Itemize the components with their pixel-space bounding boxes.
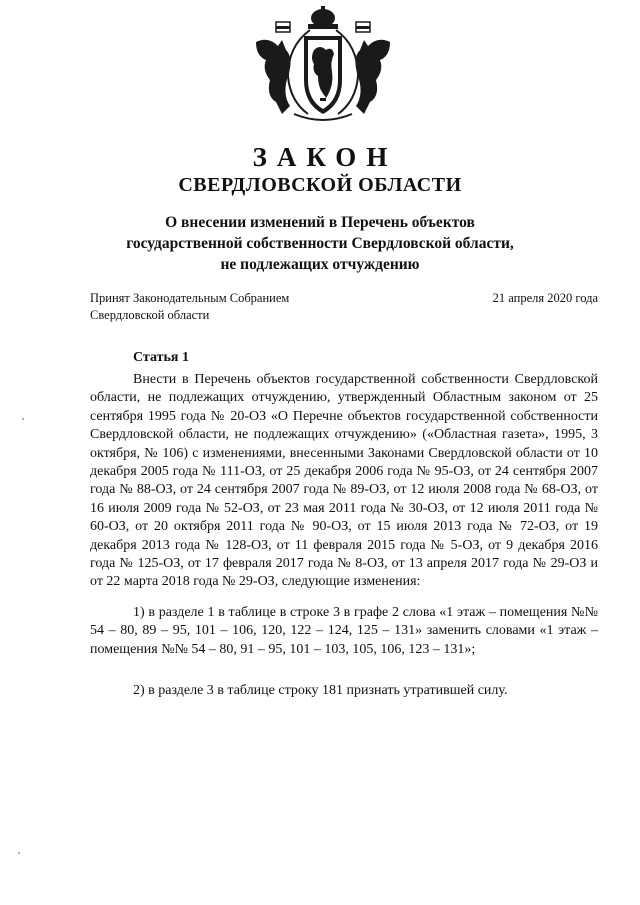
law-subject (90, 212, 550, 275)
subject-line: О внесении изменений в Перечень объектов (165, 214, 475, 231)
adoption-body (90, 290, 289, 324)
adoption-body-line: Свердловской области (90, 308, 210, 322)
scan-speck (22, 418, 24, 420)
article-heading: Статья 1 (133, 350, 189, 365)
region-title: СВЕРДЛОВСКОЙ ОБЛАСТИ (178, 174, 462, 196)
adoption-date: 21 апреля 2020 года (492, 291, 598, 305)
amendment-item-1: 1) в разделе 1 в таблице в строке 3 в графе 2 слова «1 этаж – помещения №№ 54 – 80, 89 – 95, 101 – 106, 120, 122 – 124, 125 – 131» заменить словами «1 этаж – помещения №№ 54 – 80, 91 – 95, 101 – 103, 105, 106, 123 – 131»; (90, 605, 598, 657)
subject-line: государственной собственности Свердловской области, (126, 235, 514, 252)
scan-speck (18, 852, 20, 854)
article-intro-paragraph: Внести в Перечень объектов государственной собственности Свердловской области, не подлежащих отчуждению, утвержденный Областным законом от 25 сентября 1995 года № 20-ОЗ «О Перечне объектов государственной собственности Свердловской области, не подлежащих отчуждению» («Областная газета», 1995, 3 октября, № 106) с изменениями, внесенными Законами Свердловской области от 10 декабря 2005 года № 111-ОЗ, от 25 декабря 2006 года № 95-ОЗ, от 24 сентября 2007 года № 88-ОЗ, от 24 сентября 2007 года № 89-ОЗ, от 12 июля 2008 года № 68-ОЗ, от 16 июля 2009 года № 52-ОЗ, от 23 мая 2011 года № 30-ОЗ, от 12 июля 2011 года № 60-ОЗ, от 20 октября 2011 года № 90-ОЗ, от 15 июля 2013 года № 72-ОЗ, от 19 декабря 2013 года № 128-ОЗ, от 11 февраля 2015 года № 5-ОЗ, от 9 декабря 2016 года № 125-ОЗ, от 17 февраля 2017 года № 8-ОЗ, от 13 апреля 2017 года № 29-ОЗ и от 22 марта 2018 года № 29-ОЗ, следующие изменения: (90, 372, 598, 590)
adoption-body-line: Принят Законодательным Собранием (90, 291, 290, 305)
coat-of-arms-icon (248, 6, 398, 126)
subject-line: не подлежащих отчуждению (220, 256, 420, 273)
amendment-item-2: 2) в разделе 3 в таблице строку 181 признать утратившей силу. (133, 683, 508, 698)
law-title: ЗАКОН (252, 142, 398, 172)
